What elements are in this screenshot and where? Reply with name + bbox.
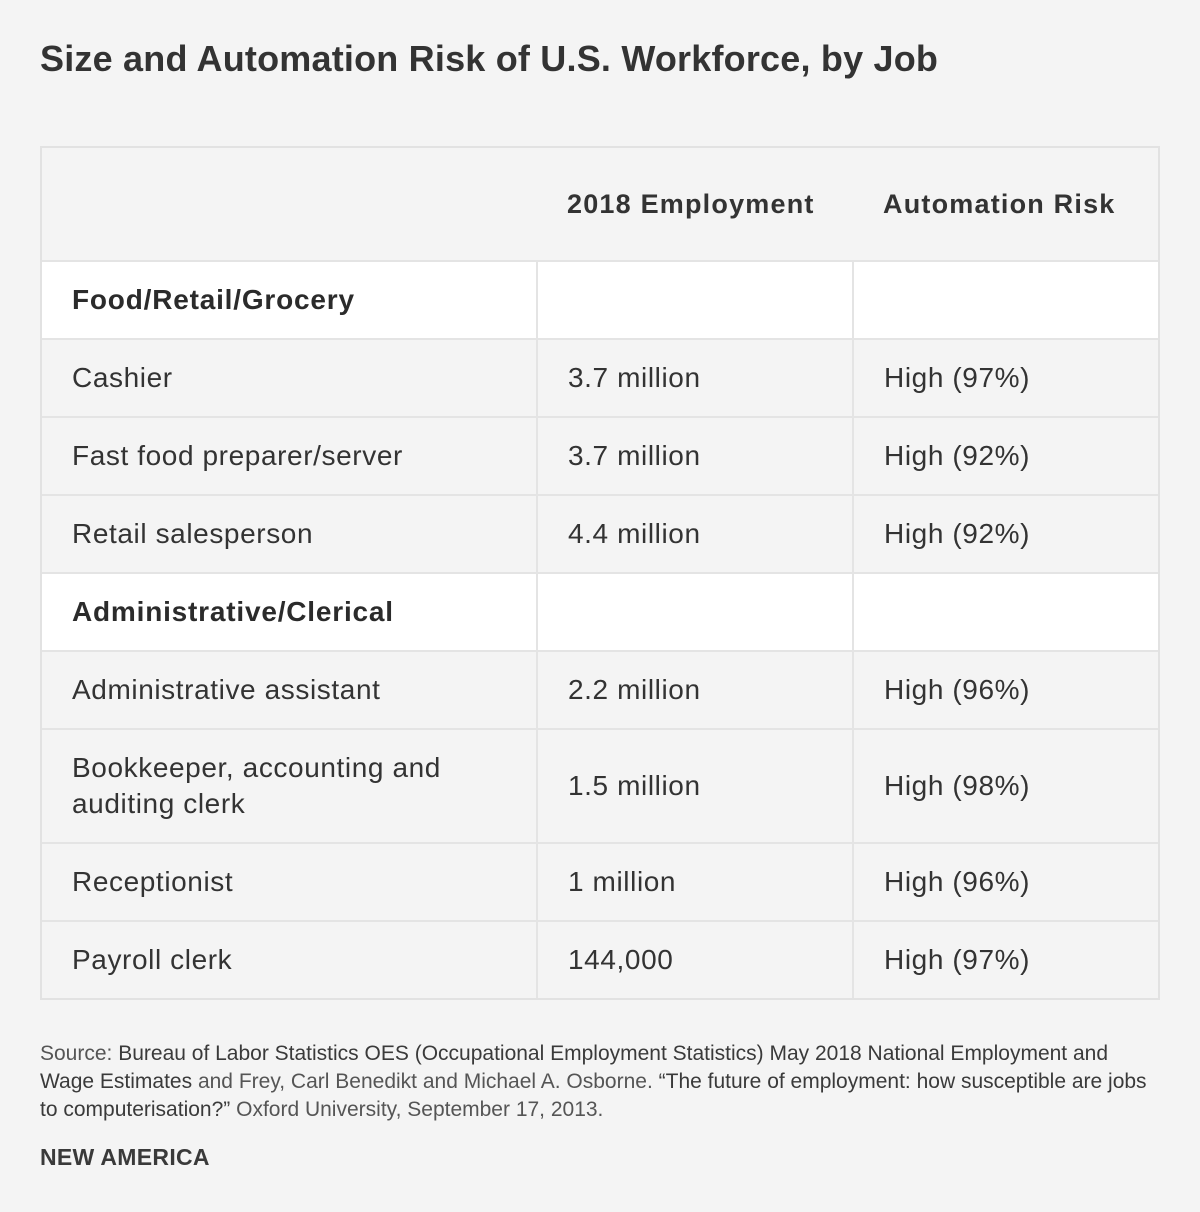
- source-note: [40, 1040, 1160, 1124]
- source-reference-paper: “The future of employment: how susceptible are jobs to computerisation?”: [40, 1070, 1147, 1121]
- employment-cell: 3.7 million: [537, 339, 853, 417]
- header-automation-risk: Automation Risk: [853, 148, 1158, 261]
- data-table: [42, 148, 1158, 998]
- employment-cell: 3.7 million: [537, 417, 853, 495]
- risk-cell: High (97%): [853, 339, 1158, 417]
- category-empty-cell: [853, 261, 1158, 339]
- risk-cell: High (98%): [853, 729, 1158, 843]
- category-label: Food/Retail/Grocery: [42, 261, 537, 339]
- brand-logo-text: NEW AMERICA: [40, 1144, 210, 1170]
- source-label: Source:: [40, 1042, 113, 1065]
- category-empty-cell: [537, 261, 853, 339]
- risk-cell: High (92%): [853, 495, 1158, 573]
- job-cell: Retail salesperson: [42, 495, 537, 573]
- source-tail: Oxford University, September 17, 2013.: [236, 1098, 604, 1121]
- category-empty-cell: [853, 573, 1158, 651]
- job-cell: Administrative assistant: [42, 651, 537, 729]
- job-cell: Fast food preparer/server: [42, 417, 537, 495]
- job-cell: Bookkeeper, accounting and auditing clerk: [42, 729, 537, 843]
- risk-cell: High (97%): [853, 921, 1158, 998]
- employment-cell: 144,000: [537, 921, 853, 998]
- risk-cell: High (92%): [853, 417, 1158, 495]
- employment-cell: 4.4 million: [537, 495, 853, 573]
- employment-cell: 1 million: [537, 843, 853, 921]
- employment-cell: 2.2 million: [537, 651, 853, 729]
- header-row: [42, 148, 1158, 261]
- table-row: [42, 729, 1158, 843]
- job-cell: Cashier: [42, 339, 537, 417]
- source-connector: and Frey, Carl Benedikt and Michael A. Osborne.: [197, 1070, 653, 1093]
- job-cell: Receptionist: [42, 843, 537, 921]
- category-empty-cell: [537, 573, 853, 651]
- risk-cell: High (96%): [853, 843, 1158, 921]
- risk-cell: High (96%): [853, 651, 1158, 729]
- workforce-table: [40, 146, 1160, 1000]
- employment-cell: 1.5 million: [537, 729, 853, 843]
- source-reference-bls: Bureau of Labor Statistics OES (Occupational Employment Statistics) May 2018 National Employment and Wage Estimates: [40, 1042, 1109, 1093]
- job-cell: Payroll clerk: [42, 921, 537, 998]
- header-employment: 2018 Employment: [537, 148, 853, 261]
- page-title: Size and Automation Risk of U.S. Workforce, by Job: [40, 38, 939, 79]
- category-row: [42, 573, 1158, 651]
- category-label: Administrative/Clerical: [42, 573, 537, 651]
- table-row: [42, 495, 1158, 573]
- header-job: [42, 148, 537, 261]
- category-row: [42, 261, 1158, 339]
- table-row: [42, 843, 1158, 921]
- table-row: [42, 339, 1158, 417]
- table-row: [42, 417, 1158, 495]
- table-row: [42, 651, 1158, 729]
- table-row: [42, 921, 1158, 998]
